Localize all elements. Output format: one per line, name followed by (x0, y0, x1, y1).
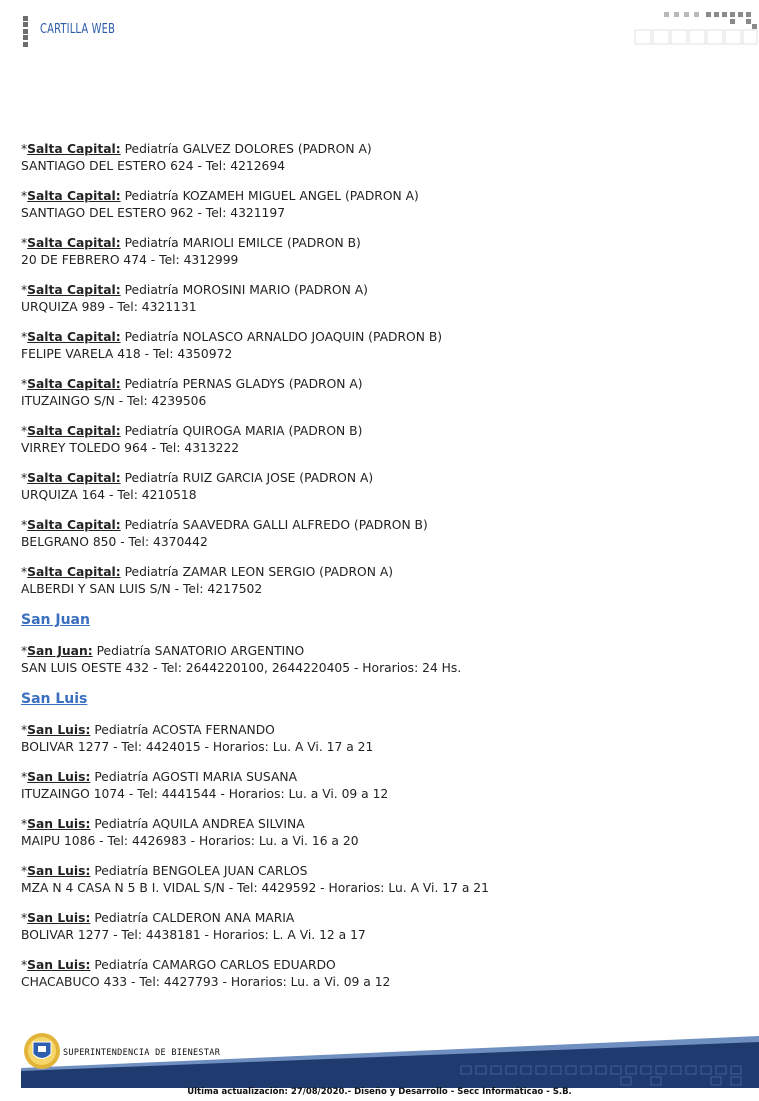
entry-line: *Salta Capital: Pediatría GALVEZ DOLORES (PADRON A) (21, 142, 372, 156)
directory-entry (21, 141, 741, 175)
entry-line: *San Luis: Pediatría AGOSTI MARIA SUSANA (21, 770, 297, 784)
entry-specialty: Pediatría MARIOLI EMILCE (PADRON B) (124, 236, 361, 250)
entry-specialty: Pediatría ACOSTA FERNANDO (94, 723, 275, 737)
entry-location: Salta Capital: (27, 565, 121, 579)
entry-specialty: Pediatría MOROSINI MARIO (PADRON A) (124, 283, 368, 297)
entry-location: Salta Capital: (27, 424, 121, 438)
entry-location: San Luis: (27, 864, 91, 878)
entry-specialty: Pediatría KOZAMEH MIGUEL ANGEL (PADRON A) (124, 189, 419, 203)
entry-line: *Salta Capital: Pediatría RUIZ GARCIA JOSE (PADRON A) (21, 471, 374, 485)
entry-location: Salta Capital: (27, 471, 121, 485)
entry-location: San Luis: (27, 723, 91, 737)
directory-entry (21, 722, 741, 756)
entry-address: URQUIZA 989 - Tel: 4321131 (21, 300, 197, 314)
footer-organization: SUPERINTENDENCIA DE BIENESTAR (63, 1048, 221, 1058)
entry-address: BELGRANO 850 - Tel: 4370442 (21, 535, 208, 549)
entry-address: BOLIVAR 1277 - Tel: 4424015 - Horarios: Lu. A Vi. 17 a 21 (21, 740, 374, 754)
san-luis-list (21, 722, 741, 991)
footer-band (21, 1030, 759, 1088)
entry-line: *San Juan: Pediatría SANATORIO ARGENTINO (21, 644, 305, 658)
entry-line: *Salta Capital: Pediatría NOLASCO ARNALDO JOAQUIN (PADRON B) (21, 330, 443, 344)
directory-entry (21, 329, 741, 363)
entry-specialty: Pediatría SANATORIO ARGENTINO (96, 644, 305, 658)
entry-location: Salta Capital: (27, 283, 121, 297)
directory-entry (21, 863, 741, 897)
entry-specialty: Pediatría SAAVEDRA GALLI ALFREDO (PADRON B) (124, 518, 428, 532)
directory-entry (21, 470, 741, 504)
directory-entry (21, 376, 741, 410)
page-header (0, 0, 759, 60)
entry-specialty: Pediatría RUIZ GARCIA JOSE (PADRON A) (124, 471, 374, 485)
entry-location: Salta Capital: (27, 236, 121, 250)
entry-line: *San Luis: Pediatría CALDERON ANA MARIA (21, 911, 295, 925)
entry-specialty: Pediatría AQUILA ANDREA SILVINA (94, 817, 305, 831)
header-title: CARTILLA WEB (40, 22, 116, 37)
entry-location: San Luis: (27, 911, 91, 925)
directory-entry (21, 910, 741, 944)
entry-line: *San Luis: Pediatría BENGOLEA JUAN CARLOS (21, 864, 308, 878)
entry-line: *Salta Capital: Pediatría QUIROGA MARIA (PADRON B) (21, 424, 363, 438)
header-bar-icon (23, 16, 28, 46)
entry-location: Salta Capital: (27, 330, 121, 344)
entry-specialty: Pediatría BENGOLEA JUAN CARLOS (94, 864, 308, 878)
entry-address: MZA N 4 CASA N 5 B I. VIDAL S/N - Tel: 4429592 - Horarios: Lu. A Vi. 17 a 21 (21, 881, 489, 895)
section-title-san-luis: San Luis (21, 691, 88, 707)
entry-location: San Luis: (27, 770, 91, 784)
directory-entry (21, 282, 741, 316)
entry-line: *Salta Capital: Pediatría MOROSINI MARIO (PADRON A) (21, 283, 368, 297)
directory-entry (21, 423, 741, 457)
entry-line: *Salta Capital: Pediatría KOZAMEH MIGUEL ANGEL (PADRON A) (21, 189, 419, 203)
entry-address: SANTIAGO DEL ESTERO 624 - Tel: 4212694 (21, 159, 286, 173)
entry-address: ITUZAINGO S/N - Tel: 4239506 (21, 394, 207, 408)
entry-location: San Luis: (27, 958, 91, 972)
entry-address: MAIPU 1086 - Tel: 4426983 - Horarios: Lu. a Vi. 16 a 20 (21, 834, 359, 848)
directory-entry (21, 816, 741, 850)
directory-entry (21, 188, 741, 222)
directory-entry (21, 957, 741, 991)
directory-content (21, 141, 741, 1004)
entry-address: FELIPE VARELA 418 - Tel: 4350972 (21, 347, 233, 361)
salta-capital-list (21, 141, 741, 598)
entry-location: San Luis: (27, 817, 91, 831)
entry-line: *Salta Capital: Pediatría PERNAS GLADYS (PADRON A) (21, 377, 363, 391)
entry-location: San Juan: (27, 644, 93, 658)
entry-specialty: Pediatría AGOSTI MARIA SUSANA (94, 770, 297, 784)
page-footer (0, 1030, 759, 1101)
entry-address: VIRREY TOLEDO 964 - Tel: 4313222 (21, 441, 240, 455)
entry-address: SAN LUIS OESTE 432 - Tel: 2644220100, 2644220405 - Horarios: 24 Hs. (21, 661, 462, 675)
shield-seal-icon (23, 1032, 61, 1070)
entry-location: Salta Capital: (27, 142, 121, 156)
entry-address: ALBERDI Y SAN LUIS S/N - Tel: 4217502 (21, 582, 263, 596)
section-title-san-juan: San Juan (21, 612, 90, 628)
entry-line: *San Luis: Pediatría AQUILA ANDREA SILVINA (21, 817, 305, 831)
directory-entry (21, 235, 741, 269)
entry-address: URQUIZA 164 - Tel: 4210518 (21, 488, 197, 502)
san-juan-list (21, 643, 741, 677)
entry-address: BOLIVAR 1277 - Tel: 4438181 - Horarios: L. A Vi. 12 a 17 (21, 928, 366, 942)
entry-location: Salta Capital: (27, 518, 121, 532)
directory-entry (21, 769, 741, 803)
entry-specialty: Pediatría NOLASCO ARNALDO JOAQUIN (PADRON B) (124, 330, 443, 344)
entry-address: 20 DE FEBRERO 474 - Tel: 4312999 (21, 253, 239, 267)
entry-address: ITUZAINGO 1074 - Tel: 4441544 - Horarios: Lu. a Vi. 09 a 12 (21, 787, 389, 801)
entry-line: *San Luis: Pediatría CAMARGO CARLOS EDUARDO (21, 958, 336, 972)
entry-specialty: Pediatría GALVEZ DOLORES (PADRON A) (124, 142, 372, 156)
entry-address: SANTIAGO DEL ESTERO 962 - Tel: 4321197 (21, 206, 286, 220)
directory-entry (21, 643, 741, 677)
entry-location: Salta Capital: (27, 189, 121, 203)
entry-address: CHACABUCO 433 - Tel: 4427793 - Horarios: Lu. a Vi. 09 a 12 (21, 975, 391, 989)
entry-specialty: Pediatría QUIROGA MARIA (PADRON B) (124, 424, 363, 438)
entry-specialty: Pediatría PERNAS GLADYS (PADRON A) (124, 377, 363, 391)
entry-specialty: Pediatría ZAMAR LEON SERGIO (PADRON A) (124, 565, 394, 579)
entry-line: *Salta Capital: Pediatría MARIOLI EMILCE (PADRON B) (21, 236, 361, 250)
footer-update-note: Ultima actualización: 27/08/2020.- Diseño y Desarrollo - Secc Informáticao - S.B. (187, 1087, 572, 1097)
entry-line: *Salta Capital: Pediatría ZAMAR LEON SERGIO (PADRON A) (21, 565, 394, 579)
directory-entry (21, 564, 741, 598)
entry-line: *Salta Capital: Pediatría SAAVEDRA GALLI ALFREDO (PADRON B) (21, 518, 428, 532)
header-grid-decoration-icon (634, 10, 759, 48)
entry-location: Salta Capital: (27, 377, 121, 391)
entry-specialty: Pediatría CAMARGO CARLOS EDUARDO (94, 958, 336, 972)
entry-line: *San Luis: Pediatría ACOSTA FERNANDO (21, 723, 275, 737)
entry-specialty: Pediatría CALDERON ANA MARIA (94, 911, 295, 925)
directory-entry (21, 517, 741, 551)
